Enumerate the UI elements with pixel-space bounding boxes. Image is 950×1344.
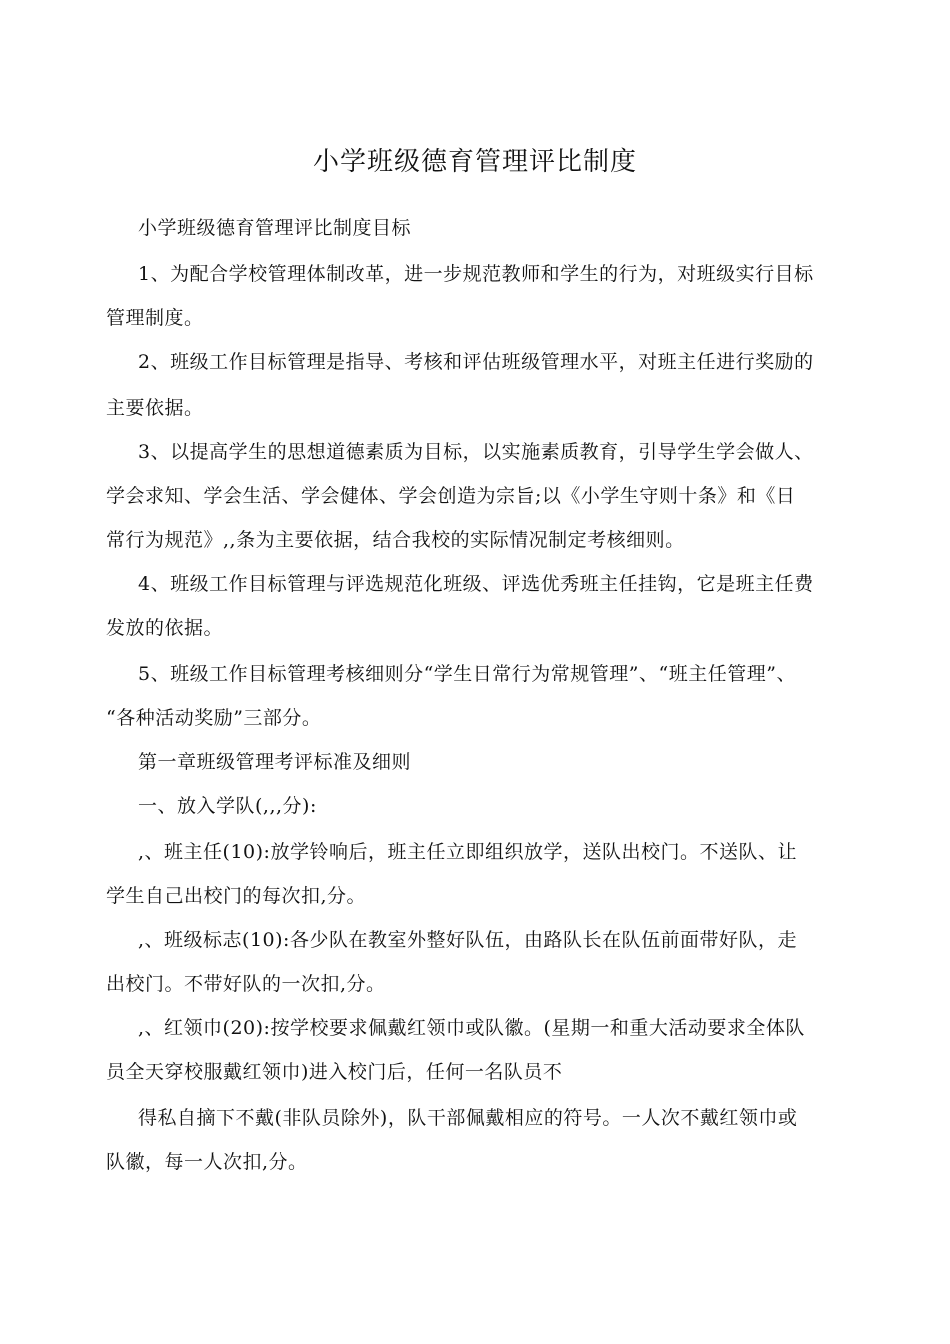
- paragraph-line: 队徽，每一人次扣,分。: [106, 1151, 308, 1173]
- paragraph-line: 3、以提高学生的思想道德素质为目标，以实施素质教育，引导学生学会做人、: [138, 441, 814, 463]
- paragraph-line: 5、班级工作目标管理考核细则分“学生日常行为常规管理”、“班主任管理”、: [138, 663, 796, 685]
- paragraph-line: 小学班级德育管理评比制度目标: [138, 217, 412, 239]
- paragraph-line: 1、为配合学校管理体制改革，进一步规范教师和学生的行为，对班级实行目标: [138, 263, 814, 285]
- paragraph-line: 常行为规范》,,条为主要依据，结合我校的实际情况制定考核细则。: [106, 529, 685, 551]
- paragraph-line: “各种活动奖励”三部分。: [106, 707, 322, 729]
- paragraph-line: 管理制度。: [106, 307, 204, 329]
- paragraph-line: 主要依据。: [106, 397, 204, 419]
- paragraph-line: 出校门。不带好队的一次扣,分。: [106, 973, 386, 995]
- paragraph-line: 得私自摘下不戴(非队员除外)，队干部佩戴相应的符号。一人次不戴红领巾或: [138, 1107, 798, 1129]
- paragraph-line: 发放的依据。: [106, 617, 224, 639]
- paragraph-line: ,、班级标志(10):各少队在教室外整好队伍，由路队长在队伍前面带好队，走: [138, 929, 797, 951]
- document-title: 小学班级德育管理评比制度: [312, 147, 637, 177]
- paragraph-line: ,、红领巾(20):按学校要求佩戴红领巾或队徽。(星期一和重大活动要求全体队: [138, 1017, 805, 1039]
- paragraph-line: 学会求知、学会生活、学会健体、学会创造为宗旨;以《小学生守则十条》和《日: [106, 485, 796, 507]
- paragraph-line: 2、班级工作目标管理是指导、考核和评估班级管理水平，对班主任进行奖励的: [138, 351, 814, 373]
- paragraph-line: 学生自己出校门的每次扣,分。: [106, 885, 367, 907]
- paragraph-line: 4、班级工作目标管理与评选规范化班级、评选优秀班主任挂钩，它是班主任费: [138, 573, 814, 595]
- paragraph-line: ,、班主任(10):放学铃响后，班主任立即组织放学，送队出校门。不送队、让: [138, 841, 797, 863]
- section-heading: 第一章班级管理考评标准及细则: [138, 751, 412, 773]
- subsection-heading: 一、放入学队(,,,分):: [138, 795, 317, 817]
- paragraph-line: 员全天穿校服戴红领巾)进入校门后，任何一名队员不: [106, 1061, 563, 1083]
